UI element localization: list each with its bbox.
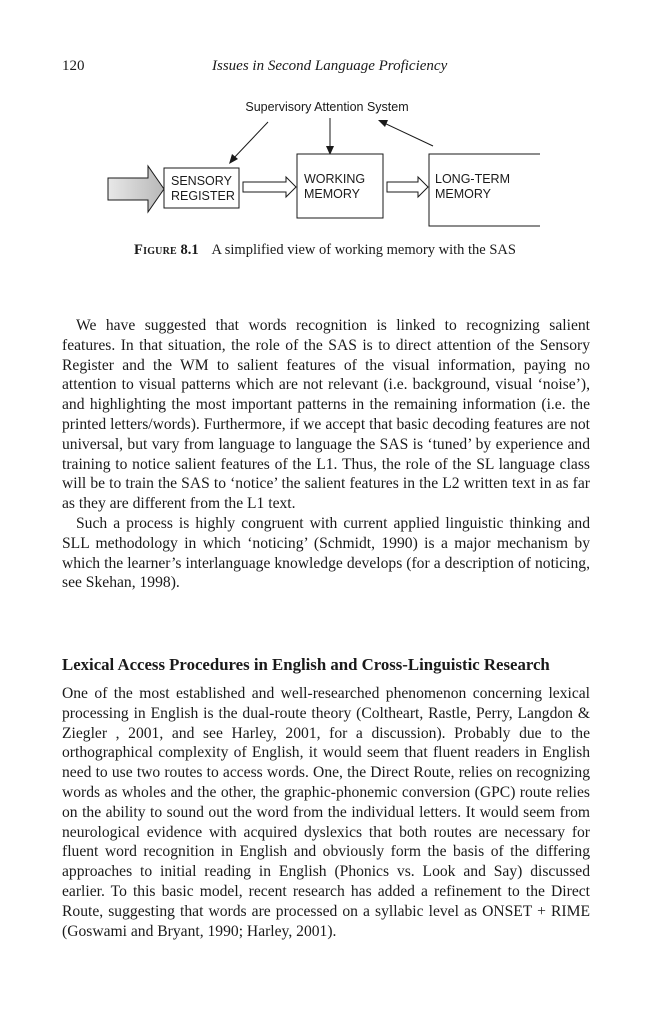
sas-label: Supervisory Attention System bbox=[245, 100, 409, 114]
figure-8-1 bbox=[0, 0, 650, 270]
section-2-body bbox=[62, 684, 590, 941]
long-term-memory-line2: MEMORY bbox=[435, 187, 492, 201]
sas-to-sensory-arrow bbox=[229, 122, 268, 164]
working-memory-diagram bbox=[0, 0, 650, 240]
page-number: 120 bbox=[62, 58, 85, 74]
working-to-longterm-arrow bbox=[387, 177, 428, 197]
long-term-memory-line1: LONG-TERM bbox=[435, 172, 510, 186]
caption-number: 8.1 bbox=[180, 242, 199, 258]
sensory-register-line1: SENSORY bbox=[171, 174, 232, 188]
section-1-body bbox=[62, 316, 590, 593]
working-memory-line1: WORKING bbox=[304, 172, 366, 186]
running-title: Issues in Second Language Proficiency bbox=[212, 58, 448, 74]
sensory-to-working-arrow bbox=[243, 177, 296, 197]
sensory-register-line2: REGISTER bbox=[171, 189, 235, 203]
caption-text: A simplified view of working memory with the SAS bbox=[211, 242, 516, 258]
paragraph: Such a process is highly congruent with current applied linguistic thinking and SLL methodology in which ‘noticing’ (Schmidt, 1990) is a major mechanism by which the learner’s interlanguage knowledge develops (for a description of noticing, see Skehan, 1998). bbox=[62, 514, 590, 592]
paragraph: We have suggested that words recognition is linked to recognizing salient features. In that situation, the role of the SAS is to direct attention of the Sensory Register and the WM to salient features of the visual information, paying no attention to visual patterns which are not relevant (i.e. background, visual ‘noise’), and highlighting the most important patterns in the remaining information (i.e. the printed letters/words). Furthermore, if we accept that basic decoding features are not universal, but vary from language to language the SAS is ‘tuned’ by experience and training to notice salient features of the L1. Thus, the role of the SL language class will be to train the SAS to ‘notice’ the salient features in the L2 written text in as far as they are different from the L1 text. bbox=[62, 317, 590, 513]
paragraph: One of the most established and well-researched phenomenon concerning lexical processing in English is the dual-route theory (Coltheart, Rastle, Perry, Langdon & Ziegler , 2001, and see Harley, 2001, for a discussion). Probably due to the orthographical complexity of English, it would seem that fluent readers in English need to use two routes to access words. One, the Direct Route, relies on recognizing words as wholes and the other, the graphic-phonemic conversion (GPC) route relies on the ability to sound out the word from the individual letters. It would seem from neurological evidence with acquired dyslexics that both routes are necessary for fluent word recognition in English and obviously form the basis of the differing approaches to initial reading in English (Phonics vs. Look and Say) discussed earlier. To this basic model, recent research has added a refinement to the Direct Route, suggesting that words are processed on a syllabic level as ONSET + RIME (Goswami and Bryant, 1990; Harley, 2001). bbox=[62, 685, 590, 940]
figure-caption bbox=[0, 242, 650, 259]
longterm-to-sas-arrow bbox=[378, 120, 433, 146]
section-heading: Lexical Access Procedures in English and Cross-Linguistic Research bbox=[62, 655, 550, 674]
sas-to-working-arrow bbox=[326, 118, 334, 155]
caption-label: Figure bbox=[134, 242, 177, 258]
input-arrow bbox=[108, 166, 164, 212]
working-memory-box bbox=[297, 154, 383, 218]
working-memory-line2: MEMORY bbox=[304, 187, 361, 201]
